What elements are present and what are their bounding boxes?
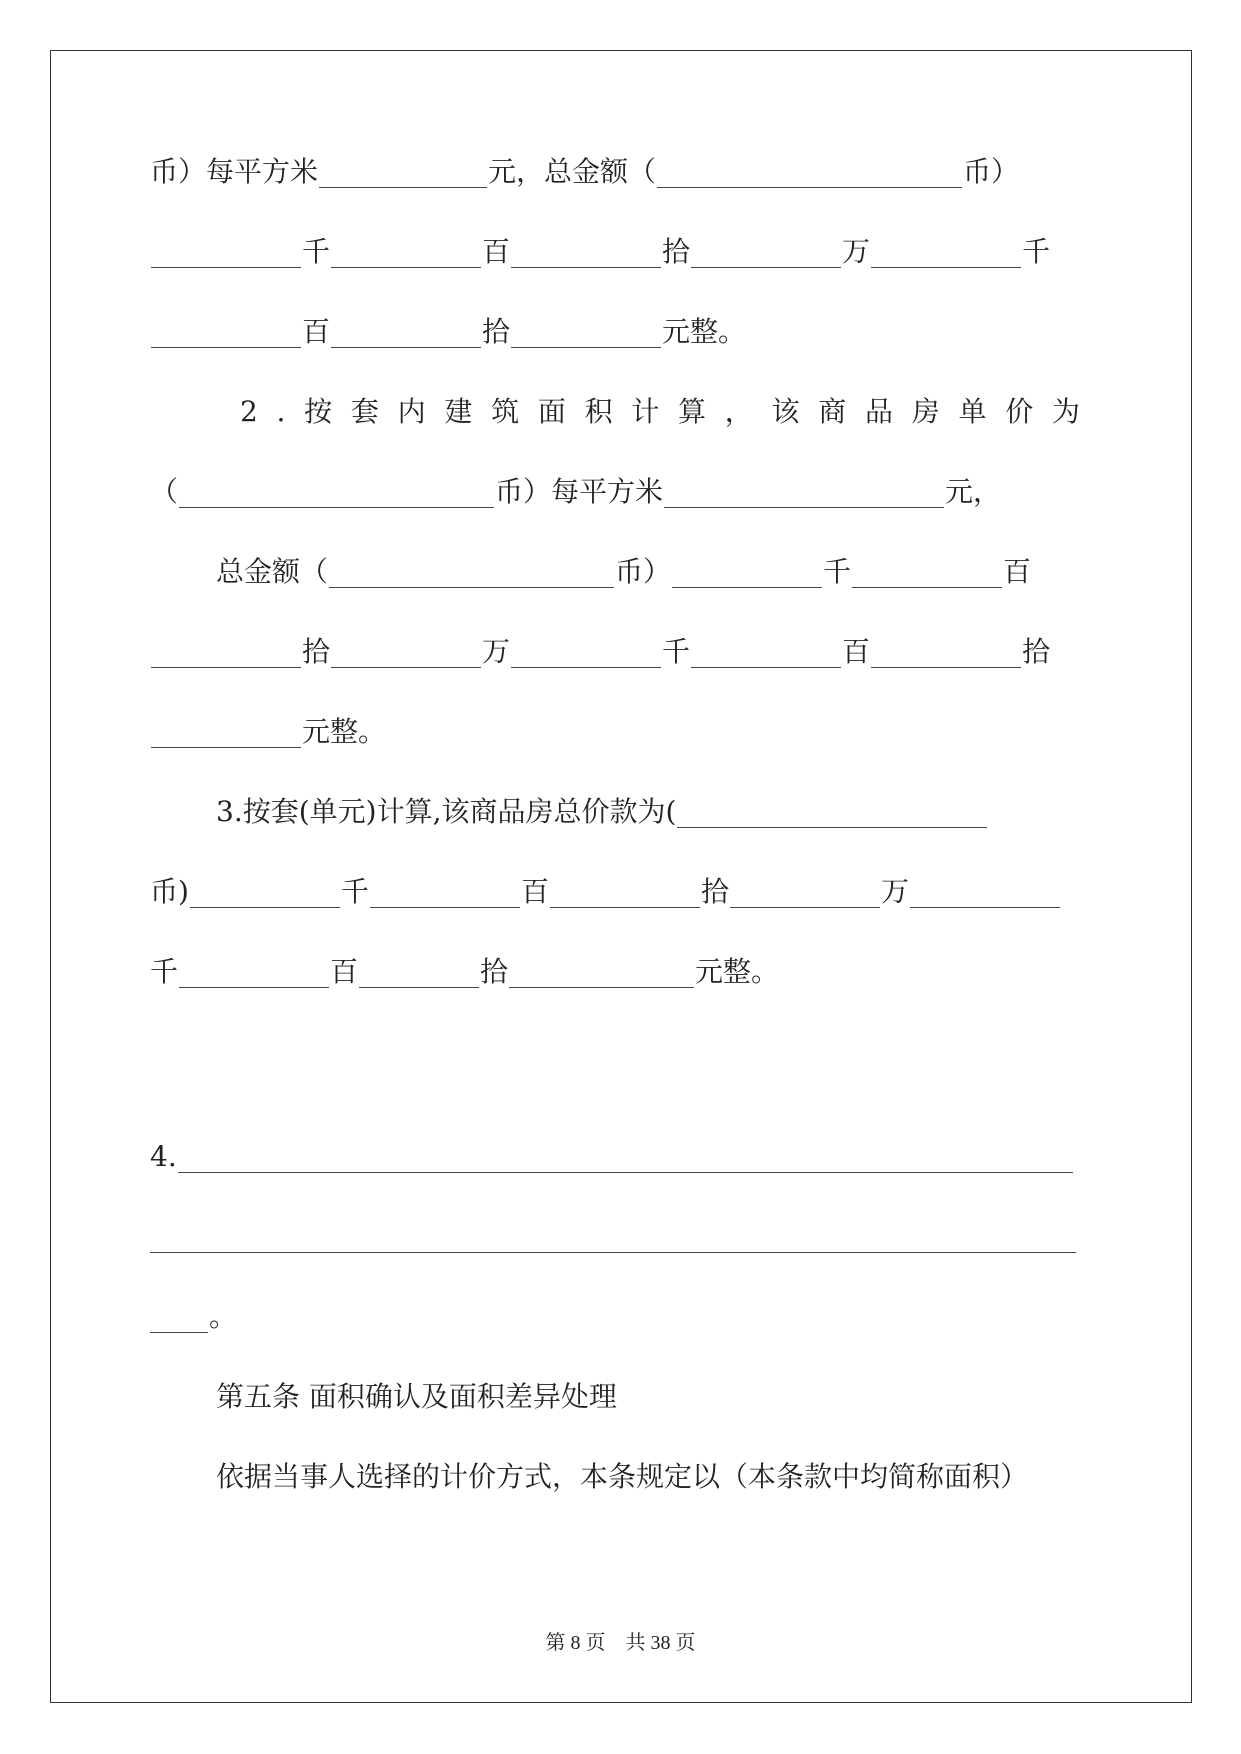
unit-label: 百 bbox=[302, 315, 331, 348]
blank-field[interactable] bbox=[691, 237, 841, 268]
price-line-5 bbox=[150, 470, 1080, 514]
unit-label: 百 bbox=[1003, 555, 1032, 588]
amount-line-8 bbox=[150, 710, 1080, 754]
unit-label: 千 bbox=[150, 955, 179, 988]
amount-line-3 bbox=[150, 310, 1080, 354]
blank-field[interactable] bbox=[331, 637, 481, 668]
unit-label: 拾 bbox=[302, 635, 331, 668]
unit-label: 万 bbox=[880, 875, 909, 908]
text-segment: 币） bbox=[963, 155, 1020, 188]
text-segment: 4. bbox=[150, 1140, 177, 1173]
text-segment: 。 bbox=[209, 1300, 238, 1333]
clause-4-line bbox=[150, 1135, 1080, 1179]
amount-line-2 bbox=[150, 230, 1080, 274]
article-5-body bbox=[216, 1455, 1080, 1499]
blank-field[interactable] bbox=[179, 957, 329, 988]
blank-field[interactable] bbox=[331, 237, 481, 268]
char: 价 bbox=[1005, 395, 1034, 428]
blank-field[interactable] bbox=[664, 477, 944, 508]
char: 内 bbox=[397, 395, 426, 428]
blank-field[interactable] bbox=[179, 477, 494, 508]
text-segment: 币） bbox=[615, 555, 672, 588]
char: 算 bbox=[678, 395, 707, 428]
char: 品 bbox=[864, 395, 893, 428]
unit-label: 拾 bbox=[1022, 635, 1051, 668]
text-segment: 总金额（ bbox=[216, 555, 329, 588]
char: 房 bbox=[911, 395, 940, 428]
unit-label: 元整。 bbox=[695, 955, 780, 988]
blank-field[interactable] bbox=[910, 877, 1060, 908]
unit-label: 千 bbox=[823, 555, 852, 588]
blank-field[interactable] bbox=[677, 797, 987, 828]
blank-field[interactable] bbox=[359, 957, 479, 988]
text-segment: 币）每平方米 bbox=[150, 155, 319, 188]
char: 套 bbox=[350, 395, 379, 428]
blank-field[interactable] bbox=[151, 717, 301, 748]
blank-field[interactable] bbox=[511, 237, 661, 268]
unit-label: 元整。 bbox=[302, 715, 387, 748]
blank-field[interactable] bbox=[657, 157, 962, 188]
unit-label: 拾 bbox=[480, 955, 509, 988]
clause-2-heading bbox=[240, 390, 1080, 434]
blank-field[interactable] bbox=[150, 1302, 208, 1333]
unit-label: 百 bbox=[520, 875, 549, 908]
text-segment: 元，总金额（ bbox=[488, 155, 657, 188]
unit-label: 百 bbox=[330, 955, 359, 988]
price-line-1 bbox=[150, 150, 1080, 194]
char: 积 bbox=[584, 395, 613, 428]
unit-label: 千 bbox=[340, 875, 369, 908]
char: . bbox=[276, 395, 286, 428]
paragraph-text: 依据当事人选择的计价方式，本条规定以（本条款中均简称面积） bbox=[216, 1460, 1029, 1493]
unit-label: 万 bbox=[482, 635, 511, 668]
char: 面 bbox=[537, 395, 566, 428]
article-5-title bbox=[216, 1375, 1080, 1419]
amount-line-11 bbox=[150, 950, 1080, 994]
unit-label: 拾 bbox=[662, 235, 691, 268]
char: 建 bbox=[444, 395, 473, 428]
amount-line-10 bbox=[150, 870, 1080, 914]
clause-4-end bbox=[150, 1295, 1080, 1339]
char: 单 bbox=[958, 395, 987, 428]
blank-field[interactable] bbox=[852, 557, 1002, 588]
blank-field[interactable] bbox=[331, 317, 481, 348]
unit-label: 百 bbox=[842, 635, 871, 668]
clause-4-continuation bbox=[150, 1215, 1080, 1259]
page-footer: 第 8 页 共 38 页 bbox=[545, 1632, 696, 1654]
unit-label: 拾 bbox=[482, 315, 511, 348]
char: 2 bbox=[240, 395, 258, 428]
clause-3-heading bbox=[216, 790, 1080, 834]
blank-field[interactable] bbox=[871, 237, 1021, 268]
article-heading: 第五条 面积确认及面积差异处理 bbox=[216, 1380, 617, 1413]
blank-field[interactable] bbox=[730, 877, 880, 908]
char: 商 bbox=[818, 395, 847, 428]
char: 为 bbox=[1051, 395, 1080, 428]
unit-label: 千 bbox=[1022, 235, 1051, 268]
blank-field[interactable] bbox=[150, 1222, 1076, 1253]
unit-label: 元整。 bbox=[662, 315, 747, 348]
amount-line-7 bbox=[150, 630, 1080, 674]
blank-field[interactable] bbox=[319, 157, 487, 188]
unit-label: 百 bbox=[482, 235, 511, 268]
blank-field[interactable] bbox=[151, 317, 301, 348]
char: 该 bbox=[771, 395, 800, 428]
text-segment: 元， bbox=[945, 475, 1002, 508]
blank-field[interactable] bbox=[509, 957, 694, 988]
blank-field[interactable] bbox=[691, 637, 841, 668]
char: 计 bbox=[631, 395, 660, 428]
blank-field[interactable] bbox=[370, 877, 520, 908]
blank-field[interactable] bbox=[151, 637, 301, 668]
unit-label: 万 bbox=[842, 235, 871, 268]
blank-field[interactable] bbox=[550, 877, 700, 908]
char: ， bbox=[724, 395, 753, 428]
text-segment: 币) bbox=[150, 875, 189, 908]
text-segment: （ bbox=[150, 475, 179, 508]
blank-field[interactable] bbox=[190, 877, 340, 908]
unit-label: 拾 bbox=[700, 875, 729, 908]
char: 按 bbox=[304, 395, 333, 428]
blank-field[interactable] bbox=[871, 637, 1021, 668]
blank-field[interactable] bbox=[178, 1142, 1073, 1173]
blank-field[interactable] bbox=[672, 557, 822, 588]
text-segment: 币）每平方米 bbox=[495, 475, 664, 508]
text-segment: 3.按套(单元)计算,该商品房总价款为( bbox=[216, 795, 677, 828]
amount-line-6 bbox=[216, 550, 1080, 594]
blank-field[interactable] bbox=[511, 317, 661, 348]
blank-field[interactable] bbox=[511, 637, 661, 668]
blank-field[interactable] bbox=[329, 557, 614, 588]
unit-label: 千 bbox=[302, 235, 331, 268]
char: 筑 bbox=[491, 395, 520, 428]
unit-label: 千 bbox=[662, 635, 691, 668]
blank-field[interactable] bbox=[151, 237, 301, 268]
